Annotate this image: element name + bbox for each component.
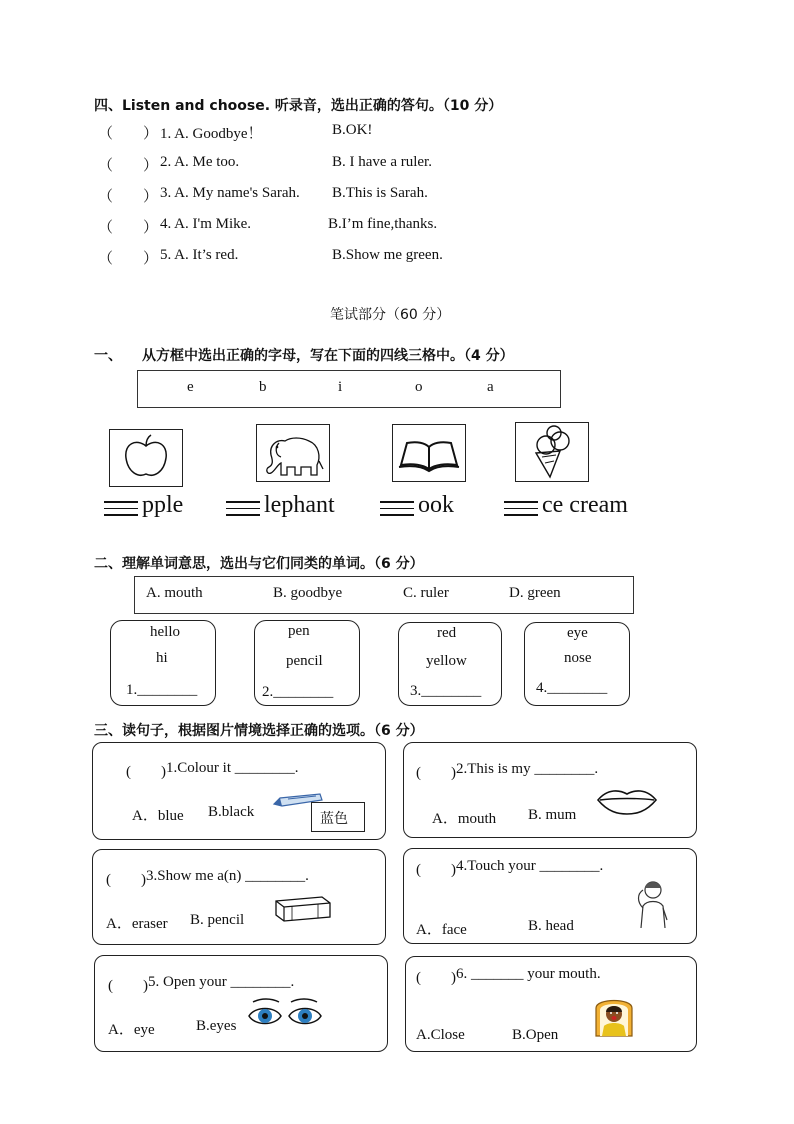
listen-item-3 xyxy=(98,185,159,206)
question-text: 2.This is my ________. xyxy=(456,761,599,777)
letter-option: o xyxy=(415,379,423,395)
question-text: 1.Colour it ________. xyxy=(166,760,299,776)
option-b: B. pencil xyxy=(190,912,245,928)
listen-item-5-b: B.Show me green. xyxy=(332,247,443,263)
child-in-window-icon xyxy=(594,992,634,1038)
writing-lines[interactable] xyxy=(104,496,138,521)
ice-cream-icon xyxy=(516,423,588,481)
writing-lines[interactable] xyxy=(226,496,260,521)
colour-tag: 蓝色 xyxy=(320,811,348,827)
writing-word-4 xyxy=(504,492,628,521)
listen-item-1-b: B.OK! xyxy=(332,122,373,138)
word-stem: lephant xyxy=(264,492,335,518)
option-b: B. head xyxy=(528,918,574,934)
letter-option: i xyxy=(338,379,343,395)
book-picture xyxy=(392,424,466,482)
boy-touching-head-icon xyxy=(633,876,673,930)
listen-item-1 xyxy=(98,122,159,143)
option-a: A.Close xyxy=(416,1027,465,1043)
ice-cream-picture xyxy=(515,422,589,482)
question-text: 6. _______ your mouth. xyxy=(456,966,601,982)
part1-number: 一、 xyxy=(94,348,122,364)
writing-lines[interactable] xyxy=(504,496,538,521)
category-word: yellow xyxy=(426,653,467,669)
eraser-icon xyxy=(272,893,334,923)
word-stem: ook xyxy=(418,492,454,518)
word-option: C. ruler xyxy=(403,585,449,601)
letter-option: e xyxy=(187,379,194,395)
answer-paren[interactable]: ( ) xyxy=(126,764,166,780)
option-a: A．eye xyxy=(108,1022,155,1038)
book-icon xyxy=(393,425,465,481)
word-stem: ce cream xyxy=(542,492,628,518)
category-word: hello xyxy=(150,624,180,640)
answer-blank[interactable]: 4.________ xyxy=(536,680,608,696)
option-a: A．mouth xyxy=(432,811,497,827)
option-a: A．eraser xyxy=(106,916,168,932)
option-a: A．blue xyxy=(132,808,184,824)
apple-picture xyxy=(109,429,183,487)
listen-item-3-a: 3. A. My name's Sarah. xyxy=(160,185,300,201)
answer-blank[interactable]: 2.________ xyxy=(262,684,334,700)
word-option: A. mouth xyxy=(146,585,203,601)
writing-word-3 xyxy=(380,492,454,521)
elephant-picture xyxy=(256,424,330,482)
listen-item-2-b: B. I have a ruler. xyxy=(332,154,432,170)
category-word: eye xyxy=(567,625,588,641)
category-word: pencil xyxy=(286,653,323,669)
option-b: B.Open xyxy=(512,1027,559,1043)
listen-item-2 xyxy=(98,154,159,175)
listen-item-5 xyxy=(98,247,159,268)
letter-option: a xyxy=(487,379,494,395)
elephant-icon xyxy=(257,425,329,481)
listen-item-4-a: 4. A. I'm Mike. xyxy=(160,216,252,232)
option-b: B.black xyxy=(208,804,255,820)
answer-blank[interactable]: 1.________ xyxy=(126,682,198,698)
apple-icon xyxy=(110,430,182,486)
answer-paren[interactable]: （ ） xyxy=(98,158,159,174)
answer-paren[interactable]: ( ) xyxy=(108,978,148,994)
word-option: D. green xyxy=(509,585,561,601)
letter-option: b xyxy=(259,379,267,395)
answer-paren[interactable]: ( ) xyxy=(416,862,456,878)
category-word: pen xyxy=(288,623,310,639)
writing-word-2 xyxy=(226,492,335,521)
answer-paren[interactable]: （ ） xyxy=(98,189,159,205)
part2-title: 二、理解单词意思，选出与它们同类的单词。（6 分） xyxy=(94,556,424,572)
option-a: A．face xyxy=(416,922,467,938)
question-text: 3.Show me a(n) ________. xyxy=(146,868,309,884)
listen-item-1-a: 1. A. Goodbye！ xyxy=(160,126,263,142)
answer-paren[interactable]: ( ) xyxy=(416,765,456,781)
written-part-title: 笔试部分（60 分） xyxy=(330,307,451,323)
option-b: B.eyes xyxy=(196,1018,237,1034)
answer-paren[interactable]: （ ） xyxy=(98,251,159,267)
word-stem: pple xyxy=(142,492,184,518)
listen-item-2-a: 2. A. Me too. xyxy=(160,154,240,170)
category-word: red xyxy=(437,625,457,641)
question-text: 5. Open your ________. xyxy=(148,974,295,990)
listen-section-title: 四、Listen and choose. 听录音，选出正确的答句。（10 分） xyxy=(94,98,503,114)
letter-box xyxy=(137,370,561,408)
answer-paren[interactable]: ( ) xyxy=(106,872,146,888)
eyes-icon xyxy=(247,998,323,1034)
part3-title: 三、读句子，根据图片情境选择正确的选项。（6 分） xyxy=(94,723,424,739)
mouth-icon xyxy=(596,786,658,816)
category-word: nose xyxy=(564,650,592,666)
category-word: hi xyxy=(156,650,168,666)
question-text: 4.Touch your ________. xyxy=(456,858,604,874)
listen-item-3-b: B.This is Sarah. xyxy=(332,185,428,201)
writing-word-1 xyxy=(104,492,183,521)
answer-paren[interactable]: （ ） xyxy=(98,220,159,236)
answer-blank[interactable]: 3.________ xyxy=(410,683,482,699)
writing-lines[interactable] xyxy=(380,496,414,521)
word-option: B. goodbye xyxy=(273,585,343,601)
part1-title: 从方框中选出正确的字母，写在下面的四线三格中。（4 分） xyxy=(142,348,514,364)
listen-item-4-b: B.I’m fine,thanks. xyxy=(328,216,438,232)
listen-item-4 xyxy=(98,216,159,237)
answer-paren[interactable]: （ ） xyxy=(98,126,159,142)
listen-item-5-a: 5. A. It’s red. xyxy=(160,247,239,263)
answer-paren[interactable]: ( ) xyxy=(416,970,456,986)
option-b: B. mum xyxy=(528,807,577,823)
